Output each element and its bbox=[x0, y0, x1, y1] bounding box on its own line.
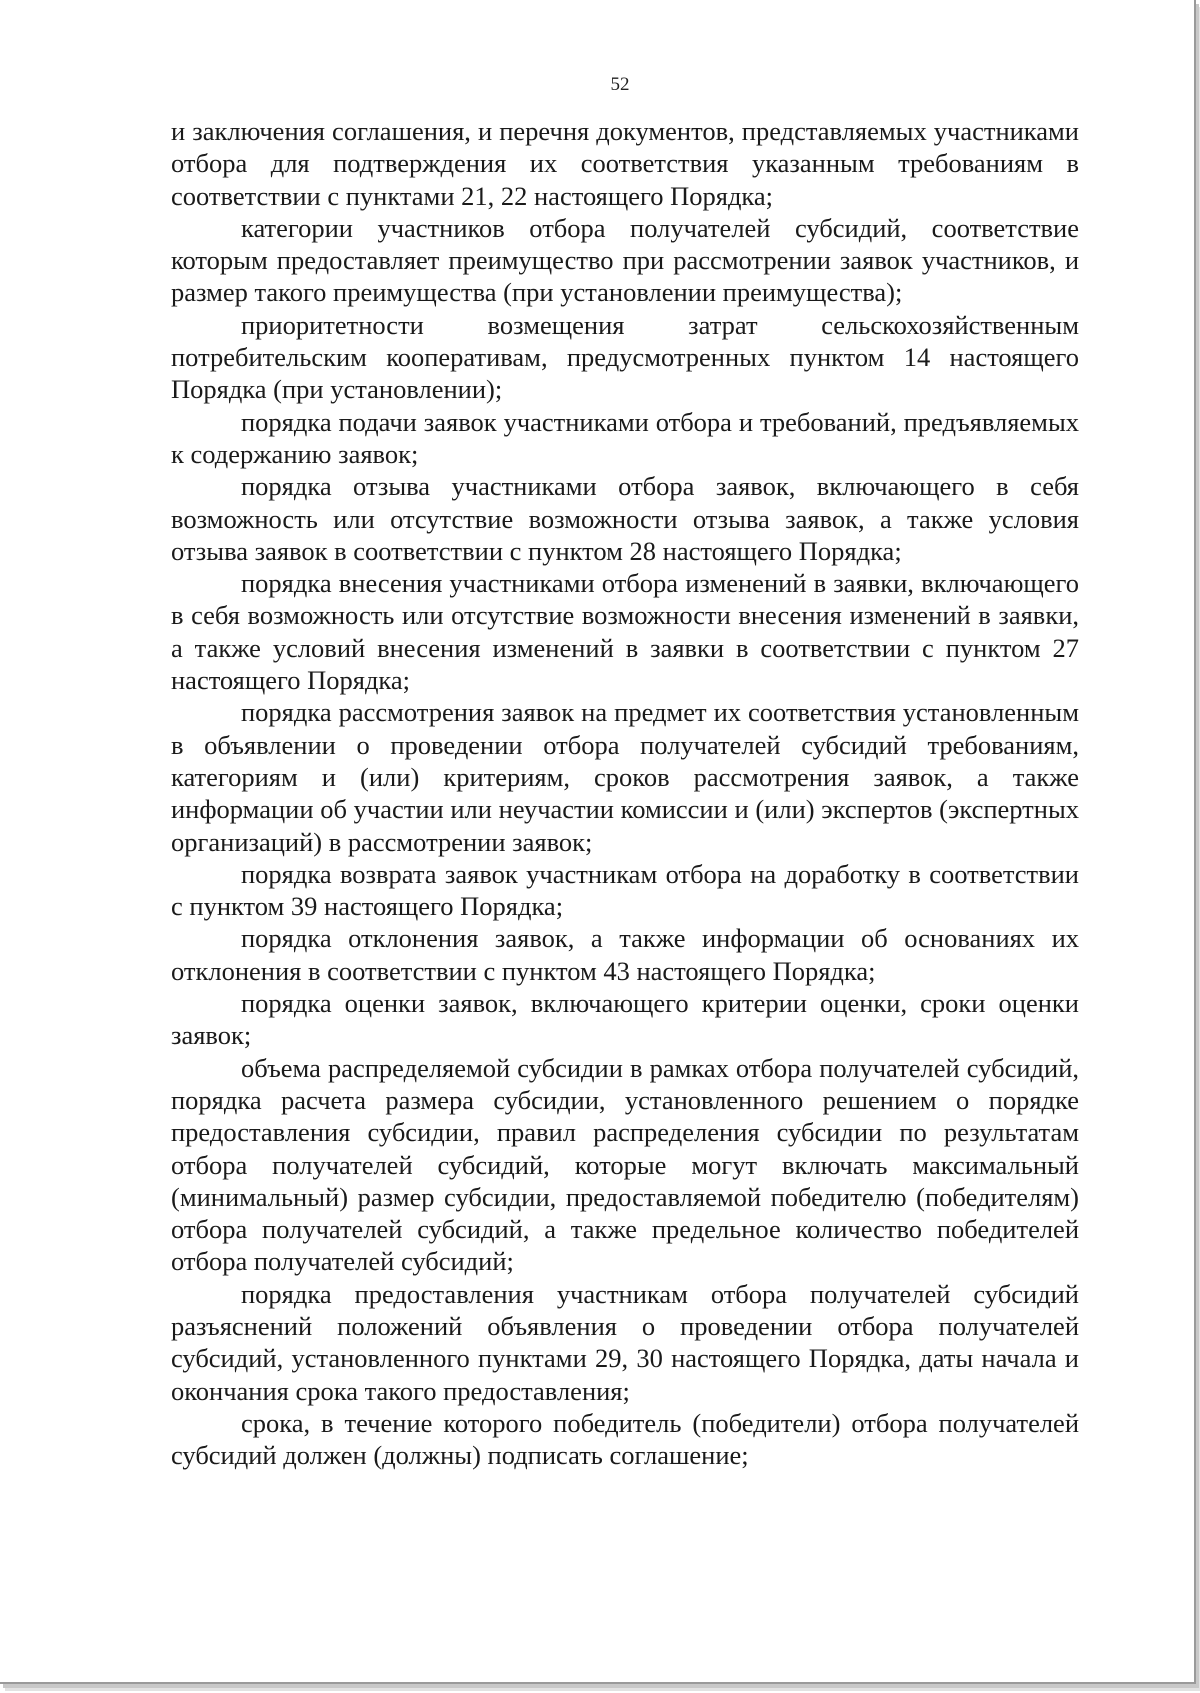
paragraph: порядка рассмотрения заявок на предмет их соответствия установленным в объявлении о проведении отбора получателей субсидий требованиям, категориям и (или) критериям, сроков рассмотрения заявок, а также информации об участии или неучастии комиссии и (или) экспертов (экспертных организаций) в рассмотрении заявок; bbox=[171, 697, 1079, 857]
paragraph: категории участников отбора получателей субсидий, соответствие которым предоставляет преимущество при рассмотрении заявок участников, и размер такого преимущества (при установлении преимущества); bbox=[171, 212, 1079, 308]
paragraph: приоритетности возмещения затрат сельскохозяйственным потребительским кооперативам, предусмотренных пунктом 14 настоящего Порядка (при установлении); bbox=[171, 309, 1079, 405]
paragraph: порядка отзыва участниками отбора заявок, включающего в себя возможность или отсутствие возможности отзыва заявок, а также условия отзыва заявок в соответствии с пунктом 28 настоящего Порядка; bbox=[171, 471, 1079, 566]
paragraph: объема распределяемой субсидии в рамках отбора получателей субсидий, порядка расчета размера субсидии, установленного решением о порядке предоставления субсидии, правил распределения субсидии по результатам отбора получателей субсидий, которые могут включать максимальный (минимальный) размер субсидии, предоставляемой победителю (победителям) отбора получателей субсидий, а также предельное количество победителей отбора получателей субсидий; bbox=[171, 1052, 1079, 1277]
paragraph: порядка отклонения заявок, а также информации об основаниях их отклонения в соответствии с пунктом 43 настоящего Порядка; bbox=[171, 923, 1079, 986]
document-body bbox=[171, 115, 1079, 1471]
paragraph: и заключения соглашения, и перечня документов, представляемых участниками отбора для подтверждения их соответствия указанным требованиям в соответствии с пунктами 21, 22 настоящего Порядка; bbox=[171, 116, 1079, 211]
paragraph: порядка подачи заявок участниками отбора и требований, предъявляемых к содержанию заявок; bbox=[171, 406, 1079, 469]
paragraph: срока, в течение которого победитель (победители) отбора получателей субсидий должен (должны) подписать соглашение; bbox=[171, 1407, 1079, 1471]
paragraph: порядка внесения участниками отбора изменений в заявки, включающего в себя возможность или отсутствие возможности внесения изменений в заявки, а также условий внесения изменений в заявки в соответствии с пунктом 27 настоящего Порядка; bbox=[171, 568, 1079, 696]
paragraph: порядка возврата заявок участникам отбора на доработку в соответствии с пунктом 39 настоящего Порядка; bbox=[171, 858, 1079, 922]
paragraph: порядка оценки заявок, включающего критерии оценки, сроки оценки заявок; bbox=[171, 988, 1079, 1051]
page-number: 52 bbox=[610, 74, 630, 95]
paragraph: порядка предоставления участникам отбора получателей субсидий разъяснений положений объявления о проведении отбора получателей субсидий, установленного пунктами 29, 30 настоящего Порядка, даты начала и окончания срока такого предоставления; bbox=[171, 1278, 1079, 1406]
